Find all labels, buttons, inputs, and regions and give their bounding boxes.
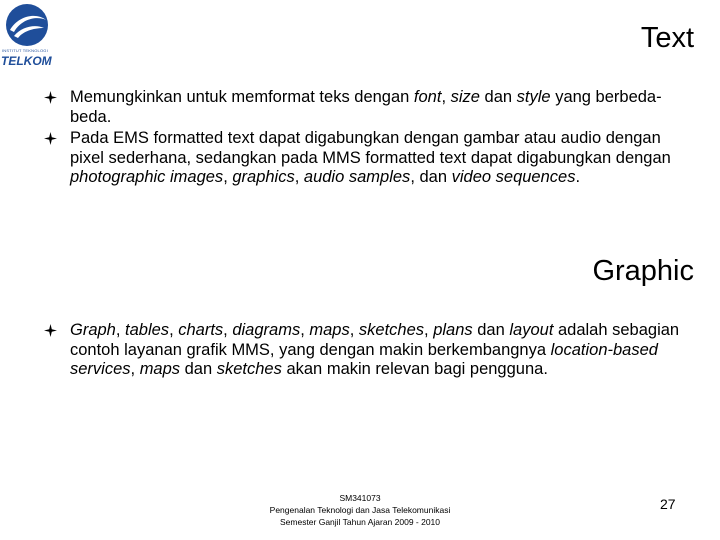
bullet-text: Pada EMS formatted text dapat digabungkan dengan gambar atau audio dengan pixel sederhana, sedangkan pada MMS formatted text dapat digabungkan dengan: [70, 129, 671, 167]
bullet-text: ,: [424, 321, 434, 339]
bullet-text: dan: [479, 88, 517, 106]
footer-course-title: Pengenalan Teknologi dan Jasa Telekomunikasi: [269, 505, 451, 515]
section-heading-graphic: Graphic: [592, 255, 694, 287]
graphic-bullet-list: [44, 321, 694, 382]
italic-term: tables: [125, 321, 170, 339]
italic-term: sketches: [358, 321, 425, 339]
bullet-text: ,: [349, 321, 359, 339]
bullet-text: dan: [472, 321, 510, 339]
bullet-text: ,: [300, 321, 310, 339]
italic-term: graphics: [232, 168, 295, 186]
footer-course-code: SM341073: [339, 493, 381, 503]
bullet-item: [44, 129, 694, 188]
bullet-text: yang berbeda-beda.: [70, 88, 662, 126]
italic-term: font: [413, 88, 442, 106]
bullet-text: dan: [180, 360, 217, 378]
bullet-text: akan makin relevan bagi pengguna.: [281, 360, 548, 378]
italic-term: maps: [139, 360, 181, 378]
italic-term: location-based services: [70, 340, 658, 378]
footer: [240, 492, 480, 528]
page-number: 27: [660, 496, 676, 512]
telkom-logo: [0, 0, 60, 70]
italic-term: Graph: [70, 321, 116, 339]
italic-term: photographic images: [70, 168, 224, 186]
italic-term: video sequences: [451, 168, 576, 186]
logo-wordmark: TELKOM: [1, 54, 52, 68]
bullet-text: ,: [169, 321, 179, 339]
bullet-text: ,: [223, 168, 233, 186]
diamond-bullet-icon: [44, 324, 57, 337]
bullet-item: [44, 88, 694, 127]
italic-term: size: [450, 88, 480, 106]
section-heading-text: Text: [640, 22, 694, 54]
diamond-bullet-icon: [44, 132, 57, 145]
bullet-text: ,: [223, 321, 233, 339]
bullet-text: ,: [441, 88, 451, 106]
bullet-text: .: [575, 168, 581, 186]
diamond-bullet-icon: [44, 91, 57, 104]
italic-term: layout: [509, 321, 554, 339]
bullet-text: adalah sebagian contoh layanan grafik MMS, yang dengan makin berkembangnya: [70, 321, 680, 359]
italic-term: diagrams: [232, 321, 301, 339]
bullet-text: ,: [294, 168, 304, 186]
italic-term: style: [516, 88, 551, 106]
bullet-text: ,: [115, 321, 126, 339]
logo-subtitle: INSTITUT TEKNOLOGI: [2, 48, 48, 53]
footer-semester: Semester Ganjil Tahun Ajaran 2009 - 2010: [279, 517, 441, 527]
italic-term: sketches: [216, 360, 282, 378]
bullet-item: [44, 321, 694, 380]
italic-term: charts: [178, 321, 224, 339]
italic-term: audio samples: [303, 168, 411, 186]
bullet-text: Memungkinkan untuk memformat teks dengan: [70, 88, 414, 106]
bullet-text: , dan: [410, 168, 452, 186]
bullet-text: ,: [130, 360, 140, 378]
text-bullet-list: [44, 88, 694, 190]
telkom-swirl-icon: [2, 2, 52, 48]
italic-term: maps: [309, 321, 350, 339]
italic-term: plans: [433, 321, 473, 339]
